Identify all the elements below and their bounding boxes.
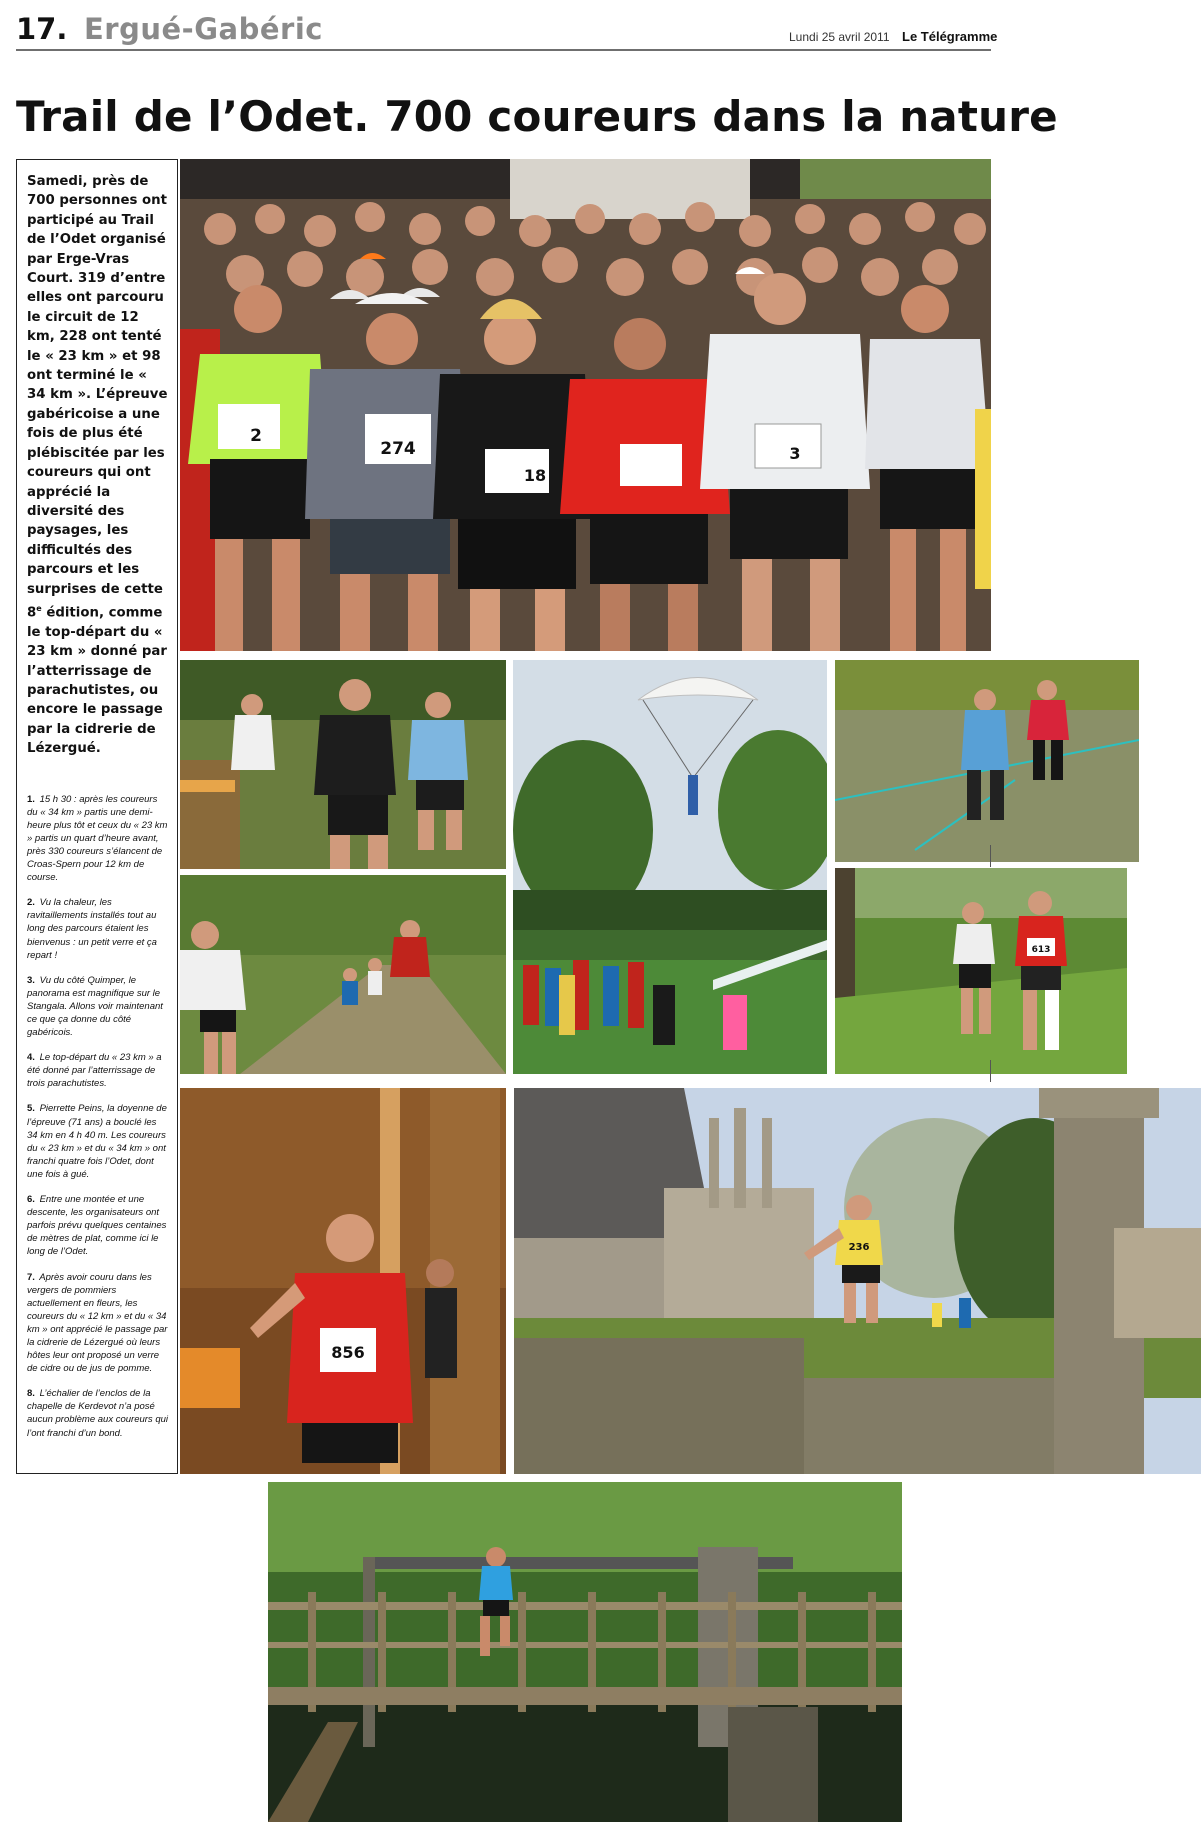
photo-captions: [27, 793, 169, 1440]
bib-number: 18: [523, 466, 547, 485]
page-number: 17.: [16, 12, 68, 46]
caption-number: 2.: [27, 897, 35, 909]
caption-text: Après avoir couru dans les vergers de pommiers actuellement en fleurs, les coureurs du « 12 km » et du « 34 km » ont apprécié le passage par la cidrerie de Lézergué où leurs hôtes leur ont proposé un verre de cidre ou de jus de pomme.: [27, 1271, 168, 1375]
caption-item: [27, 896, 169, 961]
article-lead: [27, 172, 169, 759]
photo-cidrerie: [180, 1088, 506, 1474]
bib-number: 613: [1031, 945, 1051, 955]
caption-number: 8.: [27, 1388, 35, 1400]
bib-number: 3: [789, 444, 801, 463]
meadow-illustration: [835, 868, 1127, 1074]
chapel-illustration: [514, 1088, 1201, 1474]
bib-number: 2: [250, 426, 262, 446]
parachute-illustration: [513, 660, 827, 1074]
issue-date: Lundi 25 avril 2011: [789, 30, 890, 44]
photo-divider: [990, 1060, 991, 1082]
article-text-column: [16, 159, 178, 1474]
caption-text: Vu la chaleur, les ravitaillements installés tout au long des parcours étaient les bienvenus : un petit verre et ça repart !: [27, 897, 157, 961]
caption-item: [27, 793, 169, 885]
photo-kerdevot-chapel: [514, 1088, 1201, 1474]
caption-number: 5.: [27, 1103, 35, 1115]
photo-meadow-runners: [835, 868, 1127, 1074]
photo-refreshments: [180, 660, 506, 869]
photo-river-ford: [835, 660, 1139, 862]
caption-number: 6.: [27, 1194, 35, 1206]
newspaper-name: Le Télégramme: [902, 29, 998, 44]
refreshment-illustration: [180, 660, 506, 869]
bib-number: 236: [848, 1242, 870, 1253]
footbridge-illustration: [268, 1482, 902, 1822]
caption-number: 1.: [27, 793, 35, 805]
photo-parachutist: [513, 660, 827, 1074]
article-headline: Trail de l’Odet. 700 coureurs dans la nature: [16, 92, 1058, 141]
bib-number: 856: [331, 1343, 365, 1362]
caption-number: 7.: [27, 1271, 35, 1283]
section-title: Ergué-Gabéric: [84, 12, 323, 46]
caption-number: 3.: [27, 974, 35, 986]
caption-item: [27, 1193, 169, 1258]
caption-text: L’échalier de l’enclos de la chapelle de Kerdevot n’a posé aucun problème aux coureurs qui l’ont franchi d’un bond.: [27, 1388, 169, 1439]
lead-text: Samedi, près de 700 personnes ont participé au Trail de l’Odet organisé par Erge-Vras Court. 319 d’entre elles ont parcouru le circuit de 12 km, 228 ont tenté le « 23 km » et 98 ont terminé le « 34 km ». L’épreuve gabéricoise a une fois de plus été plébiscitée par les coureurs qui ont apprécié la diversité des paysages, les difficultés des parcours et les surprises de cette 8: [27, 174, 168, 621]
caption-text: Vu du côté Quimper, le panorama est magnifique sur le Stangala. Allons voir maintenant ce que ça donne du côté gabéricois.: [27, 974, 163, 1039]
river-illustration: [835, 660, 1139, 862]
header-rule: [16, 49, 991, 51]
caption-number: 4.: [27, 1052, 35, 1064]
panorama-illustration: [180, 875, 506, 1074]
photo-stangala-panorama: [180, 875, 506, 1074]
bib-number: 274: [380, 439, 416, 459]
caption-item: [27, 1051, 169, 1090]
caption-text: Entre une montée et une descente, les organisateurs ont parfois prévu quelques centaines de mètres de plat, comme ici le long de l’Odet.: [27, 1194, 167, 1258]
photo-divider: [990, 845, 991, 867]
lead-text-end: édition, comme le top-départ du « 23 km » donné par l’atterrissage de parachutistes, ou encore le passage par la cidrerie de Lézergué.: [27, 605, 167, 757]
caption-item: [27, 1102, 169, 1181]
crowd-illustration: [180, 159, 991, 651]
caption-item: [27, 1271, 169, 1376]
cidrerie-illustration: [180, 1088, 506, 1474]
photo-odet-footbridge: [268, 1482, 902, 1822]
caption-text: Pierrette Peins, la doyenne de l’épreuve (71 ans) a bouclé les 34 km en 4 h 40 m. Les coureurs du « 23 km » et du « 34 km » ont franchi quatre fois l’Odet, dont une fois à gué.: [27, 1103, 167, 1180]
caption-item: [27, 974, 169, 1039]
photo-race-start: [180, 159, 991, 651]
caption-item: [27, 1387, 169, 1439]
lead-superscript: e: [36, 603, 42, 613]
caption-text: Le top-départ du « 23 km » a été donné par l’atterrissage de trois parachutistes.: [27, 1052, 162, 1090]
caption-text: 15 h 30 : après les coureurs du « 34 km » partis une demi-heure plus tôt et ceux du « 23 km » partis un quart d’heure avant, près 330 coureurs s’élancent de Croas-Spern pour 12 km de course.: [27, 793, 168, 884]
